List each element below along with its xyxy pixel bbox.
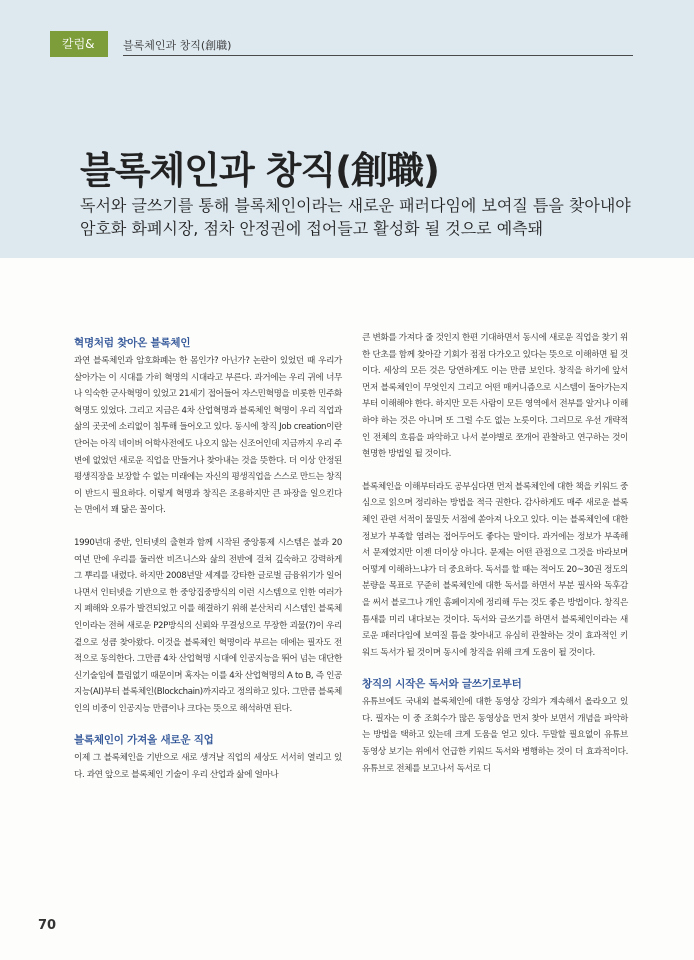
section-heading-new-jobs: 블록체인이 가져올 새로운 직업 bbox=[74, 734, 214, 747]
left-column bbox=[74, 336, 342, 784]
paragraph: 큰 변화를 가져다 줄 것인지 한편 기대하면서 동시에 새로운 직업을 찾기 위한 단초를 함께 찾아갈 기회가 점점 다가오고 있다는 뜻으로 이해하면 될 것이다. 세상의 모든 것은 당연하게도 이는 만큼 보인다. 창직을 하기에 앞서 먼저 블록체인이 무엇인지 그리고 어떤 매커니즘으로 시스템이 돌아가는지부터 이해해야 한다. 하지만 모든 사람이 모든 영역에서 전부를 알거나 이해하야 하는 것은 아니며 또 그럴 수도 없는 노릇이다. 그러므로 우선 개략적인 전체의 흐름을 파악하고 나서 분야별로 쪼개어 관찰하고 연구하는 것이 현명한 방법일 될 것이다. bbox=[362, 333, 628, 460]
paragraph: 블록체인을 이해부터라도 공부심다면 먼저 블록체인에 대한 책을 키워드 중심으로 읽으며 정리하는 방법을 적극 권한다. 감사하게도 매주 새로운 블록체인 관련 서적이 물밀듯 서점에 쏟아져 나오고 있다. 이는 블록체인에 대한 정보가 부족할 염려는 접어두어도 좋다는 말이다. 과거에는 정보가 부족해서 문제였지만 이젠 더이상 아니다. 문제는 어떤 관점으로 그것을 바라보며 어떻게 이해하느냐가 더 중요하다. 독서를 할 때는 적어도 20~30권 정도의 분량을 목표로 꾸준히 블록체인에 대한 독서를 하면서 부분 필사와 독후감을 써서 블로그나 개인 홈페이지에 정리해 두는 것도 좋은 방법이다. 창직은 틈새를 미리 내다보는 것이다. 독서와 글쓰기를 하면서 블록체인이라는 새로운 패러다임에 보여질 틈을 찾아내고 유심히 관찰하는 것이 효과적인 키워드 독서가 될 것이며 동시에 창직을 위해 크게 도움이 될 것이다. bbox=[362, 481, 628, 658]
paragraph: 과연 블록체인과 암호화폐는 한 몸인가? 아닌가? 논란이 있었던 때 우리가 살아가는 이 시대를 가히 혁명의 시대라고 부른다. 과거에는 우리 귀에 너무나 익숙한 군사혁명이 있었고 21세기 접어들어 자스민혁명을 비롯한 민주화 혁명도 있었다. 그리고 지금은 4차 산업혁명과 블록체인 혁명이 우리 직업과 삶의 곳곳에 소리없이 침투해 들어오고 있다. 동시에 창직 Job creation이란 단어는 아직 네이버 어학사전에도 나오지 않는 신조어인데 지금까지 우리 주변에 없었던 새로운 직업을 만들거나 찾아내는 것을 뜻한다. 더 이상 안정된 평생직장을 보장할 수 없는 미래에는 자신의 평생직업을 스스로 만드는 창직이 반드시 필요하다. 이렇게 혁명과 창직은 조용하지만 큰 파장을 일으킨다는 면에서 꽤 닮은 꼴이다. bbox=[74, 356, 342, 516]
section-tab: 칼럼& bbox=[50, 31, 108, 57]
header-rule bbox=[123, 55, 633, 56]
paragraph: 유튜브에도 국내외 블록체인에 대한 동영상 강의가 계속해서 올라오고 있다. 필자는 이 중 조회수가 많은 동영상을 먼저 찾아 보면서 개념을 파악하는 방법을 택하고 있는데 크게 도움을 얻고 있다. 두말할 필요없이 유튜브 동영상 보기는 위에서 언급한 키워드 독서와 병행하는 것이 더 효과적이다. 유튜브로 전체를 보고나서 독서로 디 bbox=[362, 697, 628, 774]
subtitle-line-2: 암호화 화폐시장, 점차 안정권에 접어들고 활성화 될 것으로 예측돼 bbox=[80, 219, 544, 238]
right-column bbox=[362, 330, 628, 777]
section-heading-revolution: 혁명처럼 찾아온 블록체인 bbox=[74, 337, 191, 349]
page-number: 70 bbox=[38, 918, 57, 933]
subtitle-line-1: 독서와 글쓰기를 통해 블록체인이라는 새로운 패러다임에 보여질 틈을 찾아내야 bbox=[80, 196, 631, 215]
section-heading-reading-writing: 창직의 시작은 독서와 글쓰기로부터 bbox=[362, 678, 522, 691]
paragraph: 1990년대 중반, 인터넷의 출현과 함께 시작된 중앙통제 시스템은 불과 20여년 만에 우리를 둘러싼 비즈니스와 삶의 전반에 걸쳐 깊숙하고 강력하게 그 뿌리를 내렸다. 하지만 2008년말 세계를 강타한 글로벌 금융위기가 일어나면서 인터넷을 기반으로 한 중앙집중방식의 이런 시스템으로 인한 여러가지 폐해와 오류가 발견되었고 이를 해결하기 위해 분산처리 시스템인 블록체인이라는 전혀 새로운 P2P방식의 신뢰와 무결성으로 무장한 괴물(?)이 우리 곁으로 성큼 찾아왔다. 이것을 블록체인 혁명이라 부르는 데에는 필자도 전적으로 동의한다. 그만큼 4차 산업혁명 시대에 인공지능을 뛰어 넘는 대단한 신기술임에 틀림없기 때문이며 혹자는 이를 4차 산업혁명의 A to B, 즉 인공지능(AI)부터 블록체인(Blockchain)까지라고 정의하고 있다. 그만큼 블록체인의 비중이 인공지능 만큼이나 크다는 뜻으로 해석하면 된다. bbox=[74, 537, 342, 714]
running-title: 블록체인과 창직(創職) bbox=[123, 39, 232, 52]
article-subtitle bbox=[80, 194, 640, 240]
paragraph: 이제 그 블록체인을 기반으로 새로 생겨날 직업의 세상도 서서히 열리고 있다. 과연 앞으로 블록체인 기술이 우리 산업과 삶에 얼마나 bbox=[74, 753, 342, 781]
article-title: 블록체인과 창직(創職) bbox=[80, 149, 439, 192]
